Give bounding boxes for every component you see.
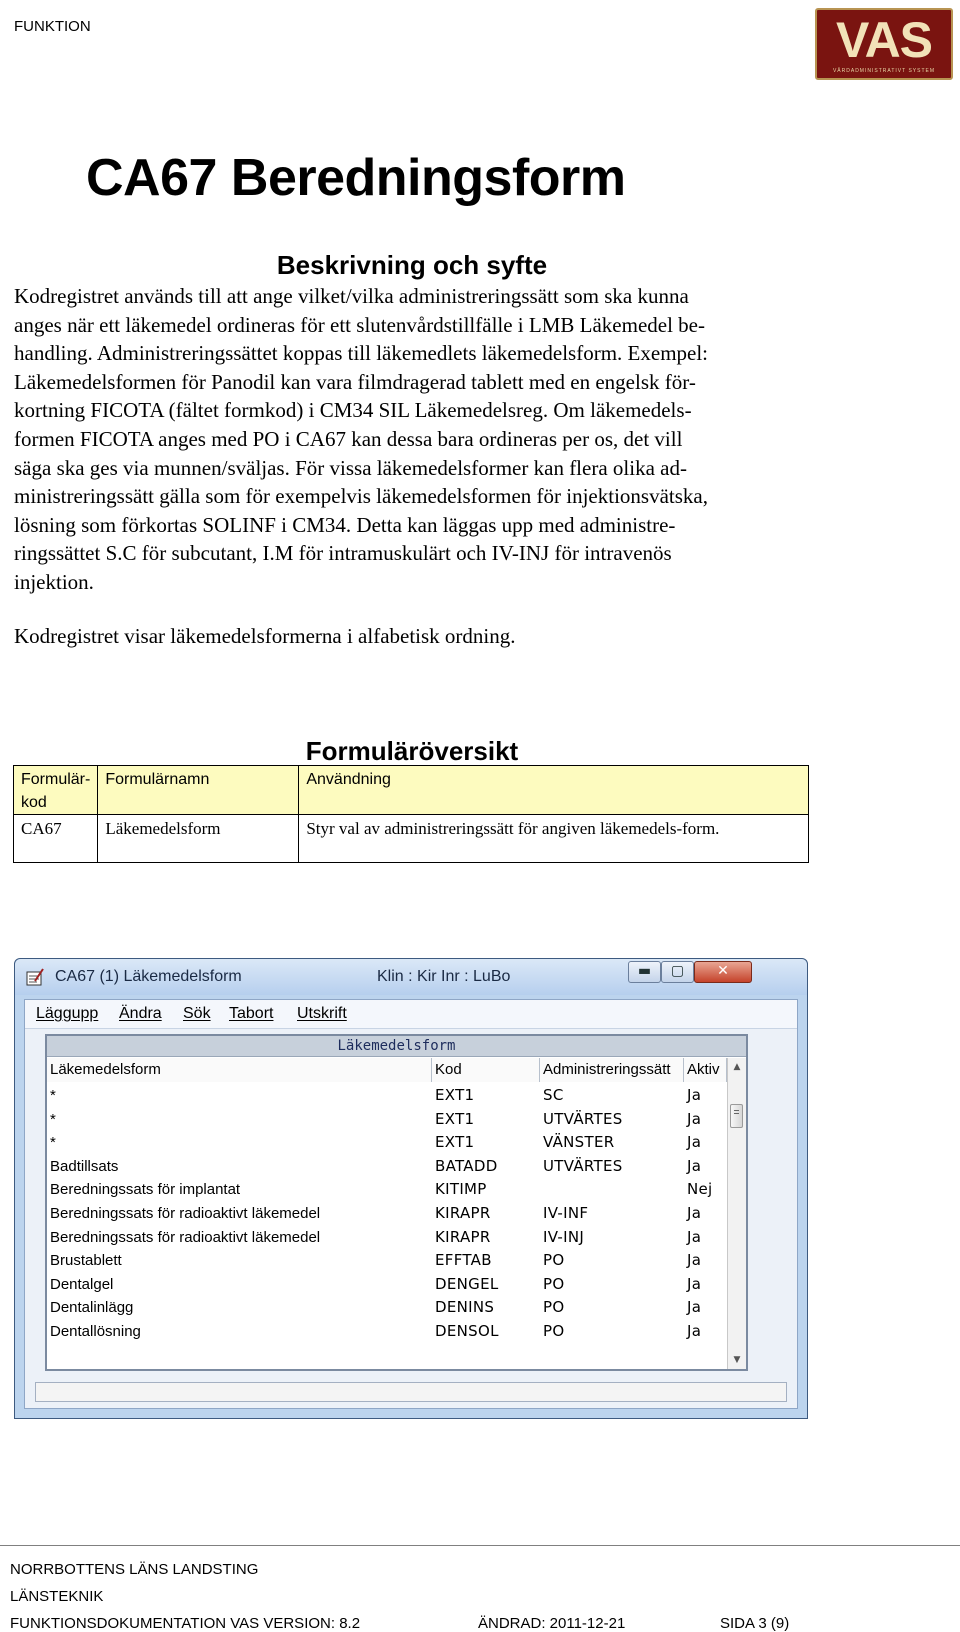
grid-cell: KITIMP [435,1180,487,1199]
description-line: ringssättet S.C för subcutant, I.M för intramuskulärt och IV-INJ för intravenös [14,541,672,566]
column-header-aktiv[interactable]: Aktiv [684,1058,727,1082]
status-bar [35,1382,787,1402]
grid-cell: Nej [687,1180,713,1199]
menu-item-sok[interactable]: Sök [183,1005,211,1022]
header-code: Formulär-kod [14,766,98,815]
grid-cell: IV-INF [543,1203,589,1222]
header-usage: Användning [299,766,809,815]
table-header-row [14,766,809,815]
grid-cell: Ja [687,1203,702,1222]
form-overview-table [13,765,809,863]
column-header-lakemedelsform[interactable]: Läkemedelsform [47,1058,432,1082]
grid-cell: * [50,1087,56,1104]
table-row [14,815,809,863]
vas-logo [815,8,953,80]
description-line: ministreringssätt gälla som för exempelvis läkemedelsformen för injektionsvätska, [14,484,708,509]
footer-changed-date: ÄNDRAD: 2011-12-21 [478,1615,626,1632]
scroll-down-icon[interactable]: ▼ [733,1355,741,1365]
table-row[interactable] [47,1296,727,1320]
table-row[interactable] [47,1178,727,1202]
grid-cell: Beredningssats för radioaktivt läkemedel [50,1204,321,1222]
grid-cell: Dentalgel [50,1275,114,1293]
footer-doc-version: FUNKTIONSDOKUMENTATION VAS VERSION: 8.2 [10,1615,361,1632]
cell-code: CA67 [14,815,98,863]
menu-item-tabort[interactable]: Tabort [229,1005,274,1022]
table-row[interactable] [47,1155,727,1179]
grid-cell: EXT1 [435,1109,475,1128]
grid-cell: UTVÄRTES [543,1156,623,1175]
grid-cell: Beredningssats för radioaktivt läkemedel [50,1228,321,1246]
window-titlebar[interactable] [15,959,807,995]
table-row[interactable] [47,1202,727,1226]
section-heading: Beskrivning och syfte [276,250,548,280]
grid-cell: Dentallösning [50,1322,141,1340]
maximize-button[interactable] [661,961,694,983]
grid-cell: DENGEL [435,1274,499,1293]
description-line: injektion. [14,569,94,594]
footer-department: LÄNSTEKNIK [10,1588,104,1605]
grid-cell: DENSOL [435,1321,499,1340]
description-line: kortning FICOTA (fältet formkod) i CM34 SIL Läkemedelsreg. Om läkemedels- [14,398,692,423]
scroll-thumb[interactable] [730,1104,743,1128]
description-line: säga ska ges via munnen/sväljas. För vissa läkemedelsformer kan flera olika ad- [14,455,687,480]
close-icon: ✕ [717,963,729,979]
table-row[interactable] [47,1131,727,1155]
grid-cell: Ja [687,1086,702,1104]
grid-cell: Ja [687,1133,702,1152]
description-line: formen FICOTA anges med PO i CA67 kan dessa bara ordineras per os, det vill [14,426,683,451]
cell-usage: Styr val av administreringssätt för angiven läkemedels-form. [299,815,809,863]
description-line: anges när ett läkemedel ordineras för ett slutenvårdstillfälle i LMB Läkemedel be- [14,312,705,337]
grid-cell: EXT1 [435,1133,475,1152]
table-row[interactable] [47,1320,727,1344]
menu-item-andra[interactable]: Ändra [119,1005,162,1022]
table-row[interactable] [47,1226,727,1250]
description-line: handling. Administreringssättet koppas till läkemedlets läkemedelsform. Exempel: [14,341,709,366]
table-row[interactable] [47,1249,727,1273]
minimize-button[interactable] [628,961,661,983]
grid-cell: Ja [687,1298,702,1317]
grid-cell: * [50,1134,56,1152]
grid-rows [47,1084,727,1344]
close-button[interactable] [694,961,752,983]
table-row[interactable] [47,1273,727,1297]
description-paragraph: Kodregistret visar läkemedelsformerna i alfabetisk ordning. [14,624,516,648]
grid-cell: PO [543,1251,565,1270]
grid-cell: Beredningssats för implantat [50,1181,241,1199]
grid-cell: PO [543,1321,565,1340]
grid-header [47,1058,727,1082]
column-header-kod[interactable]: Kod [432,1058,540,1082]
window-client [24,999,798,1409]
grid-cell: EFFTAB [435,1251,492,1270]
header-label: FUNKTION [14,18,91,35]
grid-cell: Badtillsats [50,1157,119,1175]
app-window [14,958,808,1419]
footer-organization: NORRBOTTENS LÄNS LANDSTING [10,1561,259,1578]
maximize-icon: ▢ [670,963,685,979]
grid-cell: Brustablett [50,1252,122,1270]
grid-cell: UTVÄRTES [543,1109,623,1128]
menu-item-laggupp[interactable]: Läggupp [36,1005,99,1022]
grid-cell: SC [543,1086,564,1104]
grid-cell: Ja [687,1251,702,1270]
header-name: Formulärnamn [98,766,299,815]
menu-bar [25,1000,797,1029]
scroll-up-icon[interactable]: ▲ [733,1062,741,1072]
grid-cell: * [50,1110,56,1128]
footer-divider [0,1545,960,1546]
grid-cell: Ja [687,1109,702,1128]
description-line: lösning som förkortas SOLINF i CM34. Detta kan läggas upp med administre- [14,512,676,537]
grid-cell: BATADD [435,1156,498,1175]
description-text [14,282,814,597]
list-panel [45,1034,748,1371]
minimize-icon: ▬ [637,963,652,979]
vertical-scrollbar[interactable] [727,1058,746,1369]
footer-page-number: SIDA 3 (9) [720,1615,790,1632]
grid-cell: KIRAPR [435,1203,491,1222]
grid-cell: KIRAPR [435,1227,491,1246]
grid-cell: EXT1 [435,1086,475,1104]
cell-name: Läkemedelsform [98,815,299,863]
grid-cell: Ja [687,1227,702,1246]
grid-cell: Dentalinlägg [50,1299,134,1317]
logo-subtext: VÅRDADMINISTRATIVT SYSTEM [832,68,936,74]
grid-cell: PO [543,1274,565,1293]
grid-cell: Ja [687,1274,702,1293]
form-overview-heading: Formuläröversikt [305,736,519,766]
logo-text: VAS [835,12,933,68]
app-icon [25,967,45,987]
window-title: CA67 (1) Läkemedelsform [55,968,242,985]
grid-cell: Ja [687,1156,702,1175]
description-line: Läkemedelsformen för Panodil kan vara filmdragerad tablett med en engelsk för- [14,369,696,394]
grid-cell: DENINS [435,1298,495,1317]
grid-cell: PO [543,1298,565,1317]
table-row[interactable] [47,1084,727,1108]
panel-caption: Läkemedelsform [47,1036,746,1057]
menu-item-utskrift[interactable]: Utskrift [297,1005,347,1022]
table-row[interactable] [47,1108,727,1132]
grid-cell [540,1178,543,1202]
window-context: Klin : Kir Inr : LuBo [377,968,511,985]
page-title: CA67 Beredningsform [86,149,626,207]
grid-cell: VÄNSTER [543,1133,615,1152]
grid-cell: Ja [687,1321,702,1340]
column-header-administreringssatt[interactable]: Administreringssätt [540,1058,684,1082]
description-line: Kodregistret används till att ange vilket/vilka administreringssätt som ska kunna [14,284,689,308]
grid-cell: IV-INJ [543,1227,585,1246]
